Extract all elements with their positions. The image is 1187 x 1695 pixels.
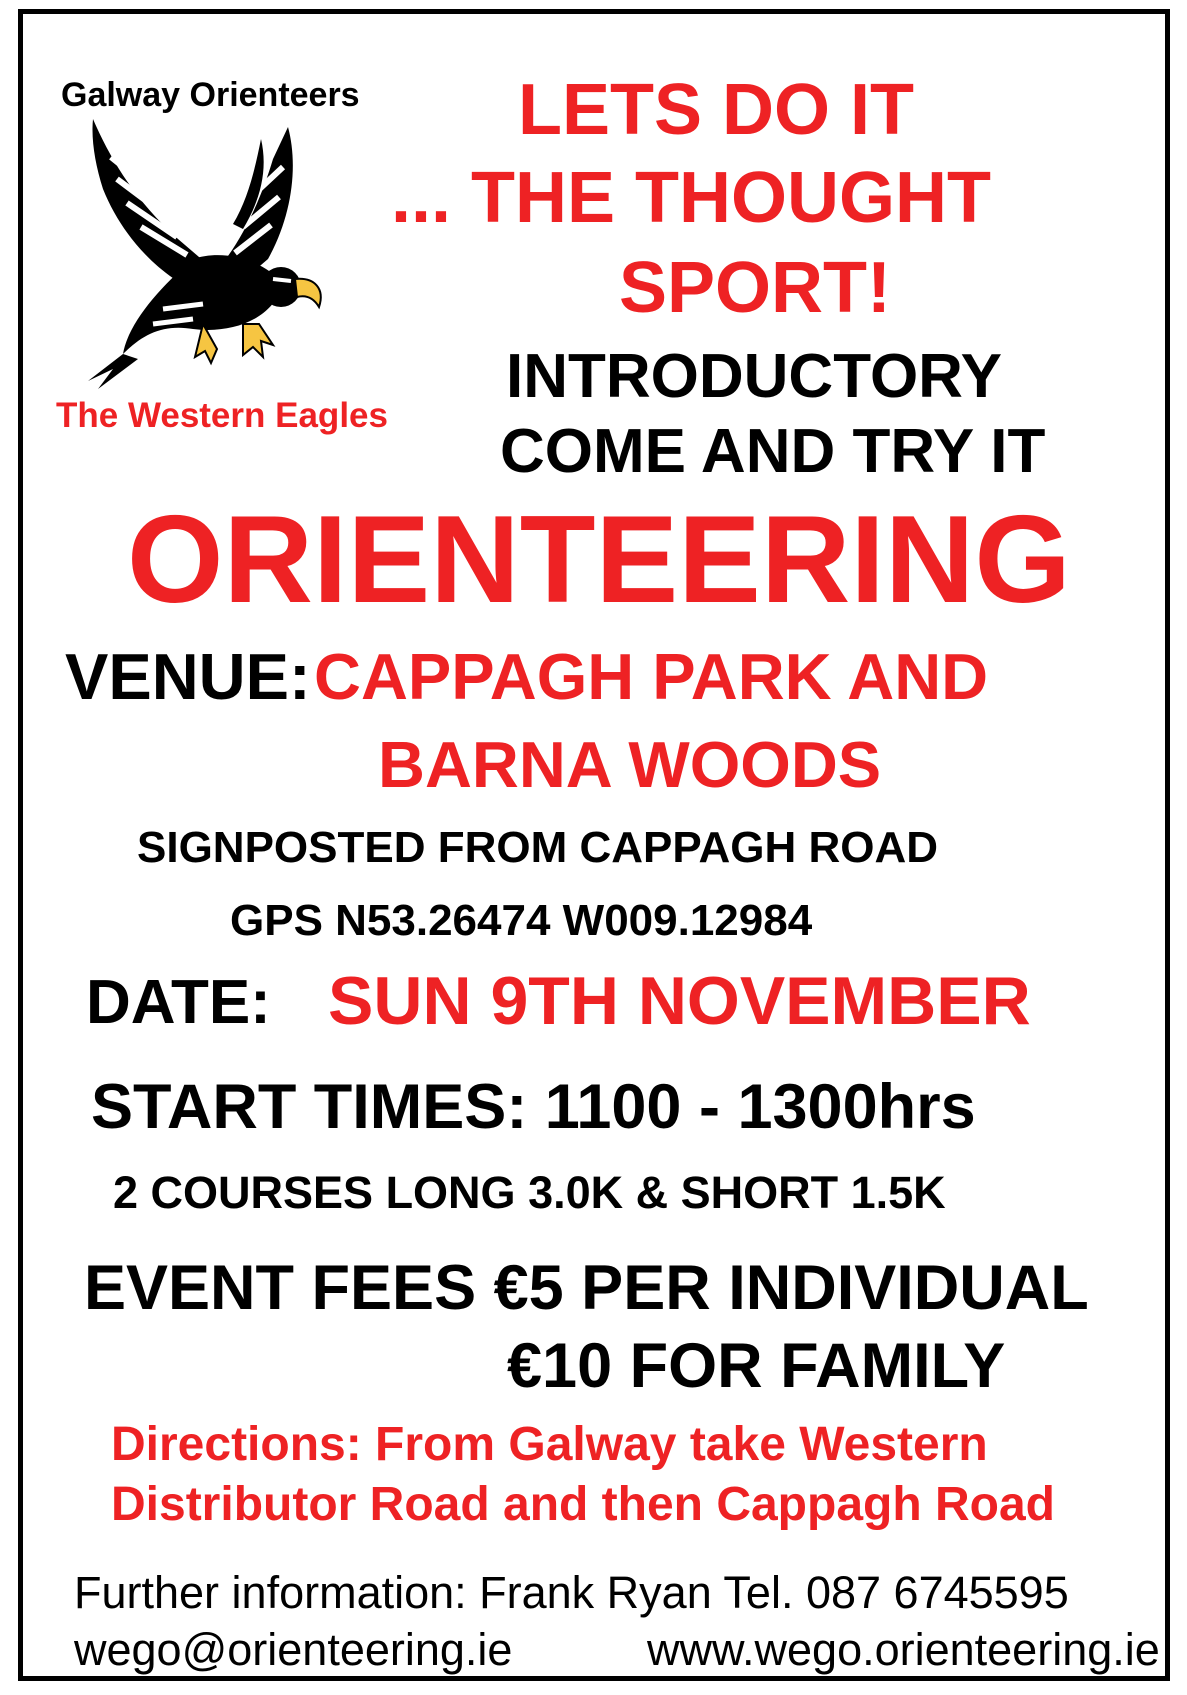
club-tagline: The Western Eagles — [56, 396, 388, 435]
eagle-icon — [83, 119, 333, 389]
courses-info: 2 COURSES LONG 3.0K & SHORT 1.5K — [113, 1167, 946, 1218]
directions-line-2: Distributor Road and then Cappagh Road — [111, 1478, 1055, 1531]
main-title: ORIENTEERING — [127, 491, 1071, 629]
event-fees-family: €10 FOR FAMILY — [507, 1331, 1006, 1401]
further-information: Further information: Frank Ryan Tel. 087 6745595 — [74, 1567, 1069, 1618]
start-times: START TIMES: 1100 - 1300hrs — [91, 1072, 976, 1142]
headline-line-2: ... THE THOUGHT — [391, 158, 991, 238]
venue-name-line-2: BARNA WOODS — [378, 728, 882, 801]
headline-line-3: SPORT! — [619, 248, 892, 328]
headline-line-1: LETS DO IT — [518, 70, 914, 150]
event-fees-individual: EVENT FEES €5 PER INDIVIDUAL — [84, 1253, 1089, 1323]
gps-coordinates: GPS N53.26474 W009.12984 — [230, 896, 813, 945]
venue-label: VENUE: — [65, 640, 311, 713]
date-value: SUN 9TH NOVEMBER — [328, 963, 1031, 1039]
venue-name-line-1: CAPPAGH PARK AND — [314, 640, 989, 713]
contact-website: www.wego.orienteering.ie — [647, 1624, 1160, 1675]
event-poster — [18, 9, 1170, 1681]
club-name: Galway Orienteers — [61, 76, 360, 114]
contact-email: wego@orienteering.ie — [74, 1624, 513, 1675]
signposted-note: SIGNPOSTED FROM CAPPAGH ROAD — [137, 823, 939, 872]
intro-line-2: COME AND TRY IT — [500, 417, 1046, 486]
date-label: DATE: — [86, 968, 271, 1037]
directions-line-1: Directions: From Galway take Western — [111, 1418, 988, 1471]
intro-line-1: INTRODUCTORY — [506, 342, 1002, 411]
